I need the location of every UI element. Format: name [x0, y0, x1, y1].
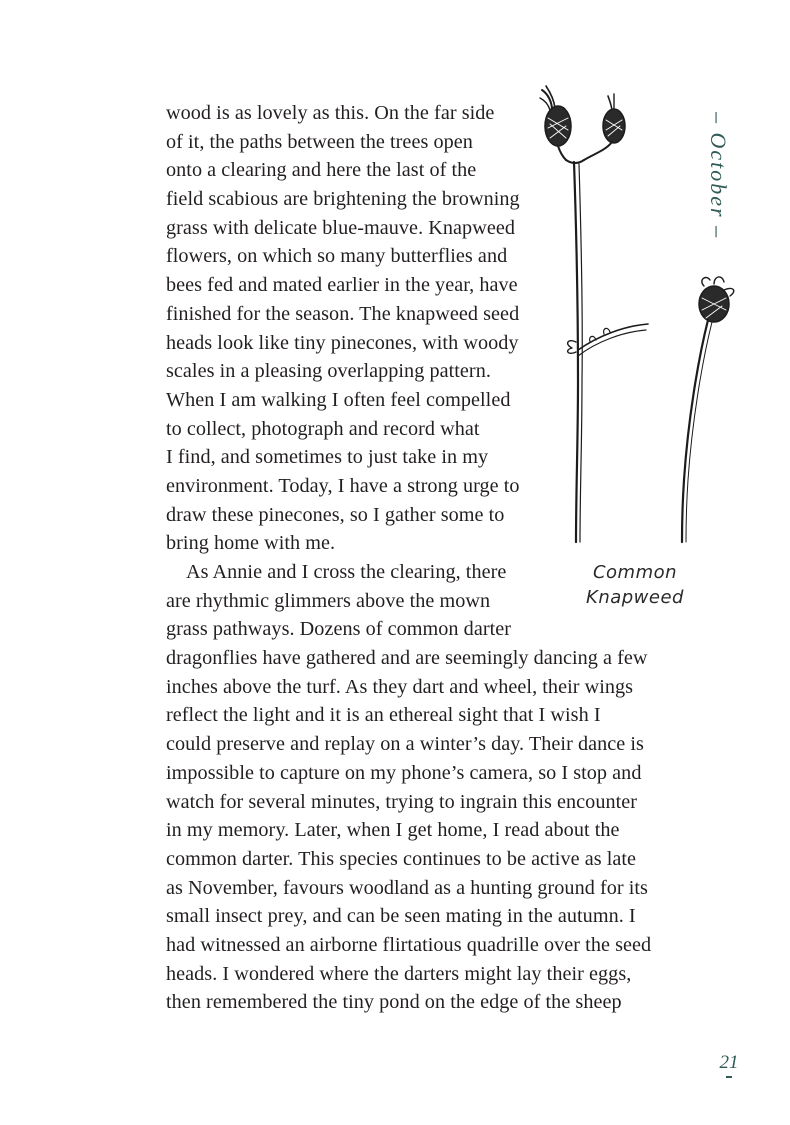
text-line: bring home with me.: [166, 532, 336, 555]
text-line: inches above the turf. As they dart and wheel, their wings: [166, 675, 634, 698]
text-line: bees fed and mated earlier in the year, have: [166, 274, 518, 297]
paragraph-start-line: As Annie and I cross the clearing, there: [186, 561, 507, 583]
text-line: watch for several minutes, trying to ingrain this encounter: [166, 790, 638, 813]
seed-head-right: [682, 277, 734, 542]
seed-head-middle: [584, 94, 625, 160]
text-line: impossible to capture on my phone’s camera, so I stop and: [166, 761, 642, 784]
text-line: heads look like tiny pinecones, with woody: [166, 331, 519, 354]
caption-line: Knapweed: [586, 587, 684, 608]
text-line: could preserve and replay on a winter’s day. Their dance is: [166, 733, 644, 756]
text-line: as November, favours woodland as a hunting ground for its: [166, 876, 648, 899]
text-line: onto a clearing and here the last of the: [166, 159, 477, 182]
leaf-tendril: [568, 324, 648, 356]
page-number: 21: [719, 1052, 739, 1073]
text-line: of it, the paths between the trees open: [166, 130, 473, 153]
text-line: field scabious are brightening the browning: [166, 188, 520, 211]
text-line: grass pathways. Dozens of common darter: [166, 618, 512, 641]
text-line: finished for the season. The knapweed seed: [166, 302, 520, 325]
illustration-caption: [570, 560, 700, 610]
text-line: to collect, photograph and record what: [166, 417, 480, 440]
text-line: reflect the light and it is an ethereal sight that I wish I: [166, 704, 601, 727]
text-line: small insect prey, and can be seen mating in the autumn. I: [166, 905, 636, 928]
text-line: I find, and sometimes to just take in my: [166, 446, 489, 469]
text-line: common darter. This species continues to be active as late: [166, 847, 637, 870]
seed-head-left: [540, 86, 571, 160]
text-line: grass with delicate blue-mauve. Knapweed: [166, 216, 515, 239]
text-line: flowers, on which so many butterflies and: [166, 245, 508, 268]
knapweed-drawing: [538, 80, 758, 550]
text-line: are rhythmic glimmers above the mown: [166, 589, 491, 612]
text-line: had witnessed an airborne flirtatious quadrille over the seed: [166, 933, 652, 956]
text-line: wood is as lovely as this. On the far side: [166, 102, 495, 124]
text-line: scales in a pleasing overlapping pattern.: [166, 360, 491, 383]
knapweed-illustration: [538, 80, 758, 550]
caption-line: Common: [592, 562, 678, 583]
page-number-tick: [726, 1076, 732, 1078]
running-head-text: – October –: [706, 112, 731, 240]
text-line: heads. I wondered where the darters might lay their eggs,: [166, 962, 632, 985]
text-line: When I am walking I often feel compelled: [166, 388, 511, 411]
text-line: environment. Today, I have a strong urge to: [166, 474, 520, 497]
text-line: in my memory. Later, when I get home, I read about the: [166, 819, 620, 842]
text-line: dragonflies have gathered and are seemingly dancing a few: [166, 647, 648, 670]
text-line: draw these pinecones, so I gather some to: [166, 503, 505, 526]
text-line: then remembered the tiny pond on the edge of the sheep: [166, 991, 622, 1014]
